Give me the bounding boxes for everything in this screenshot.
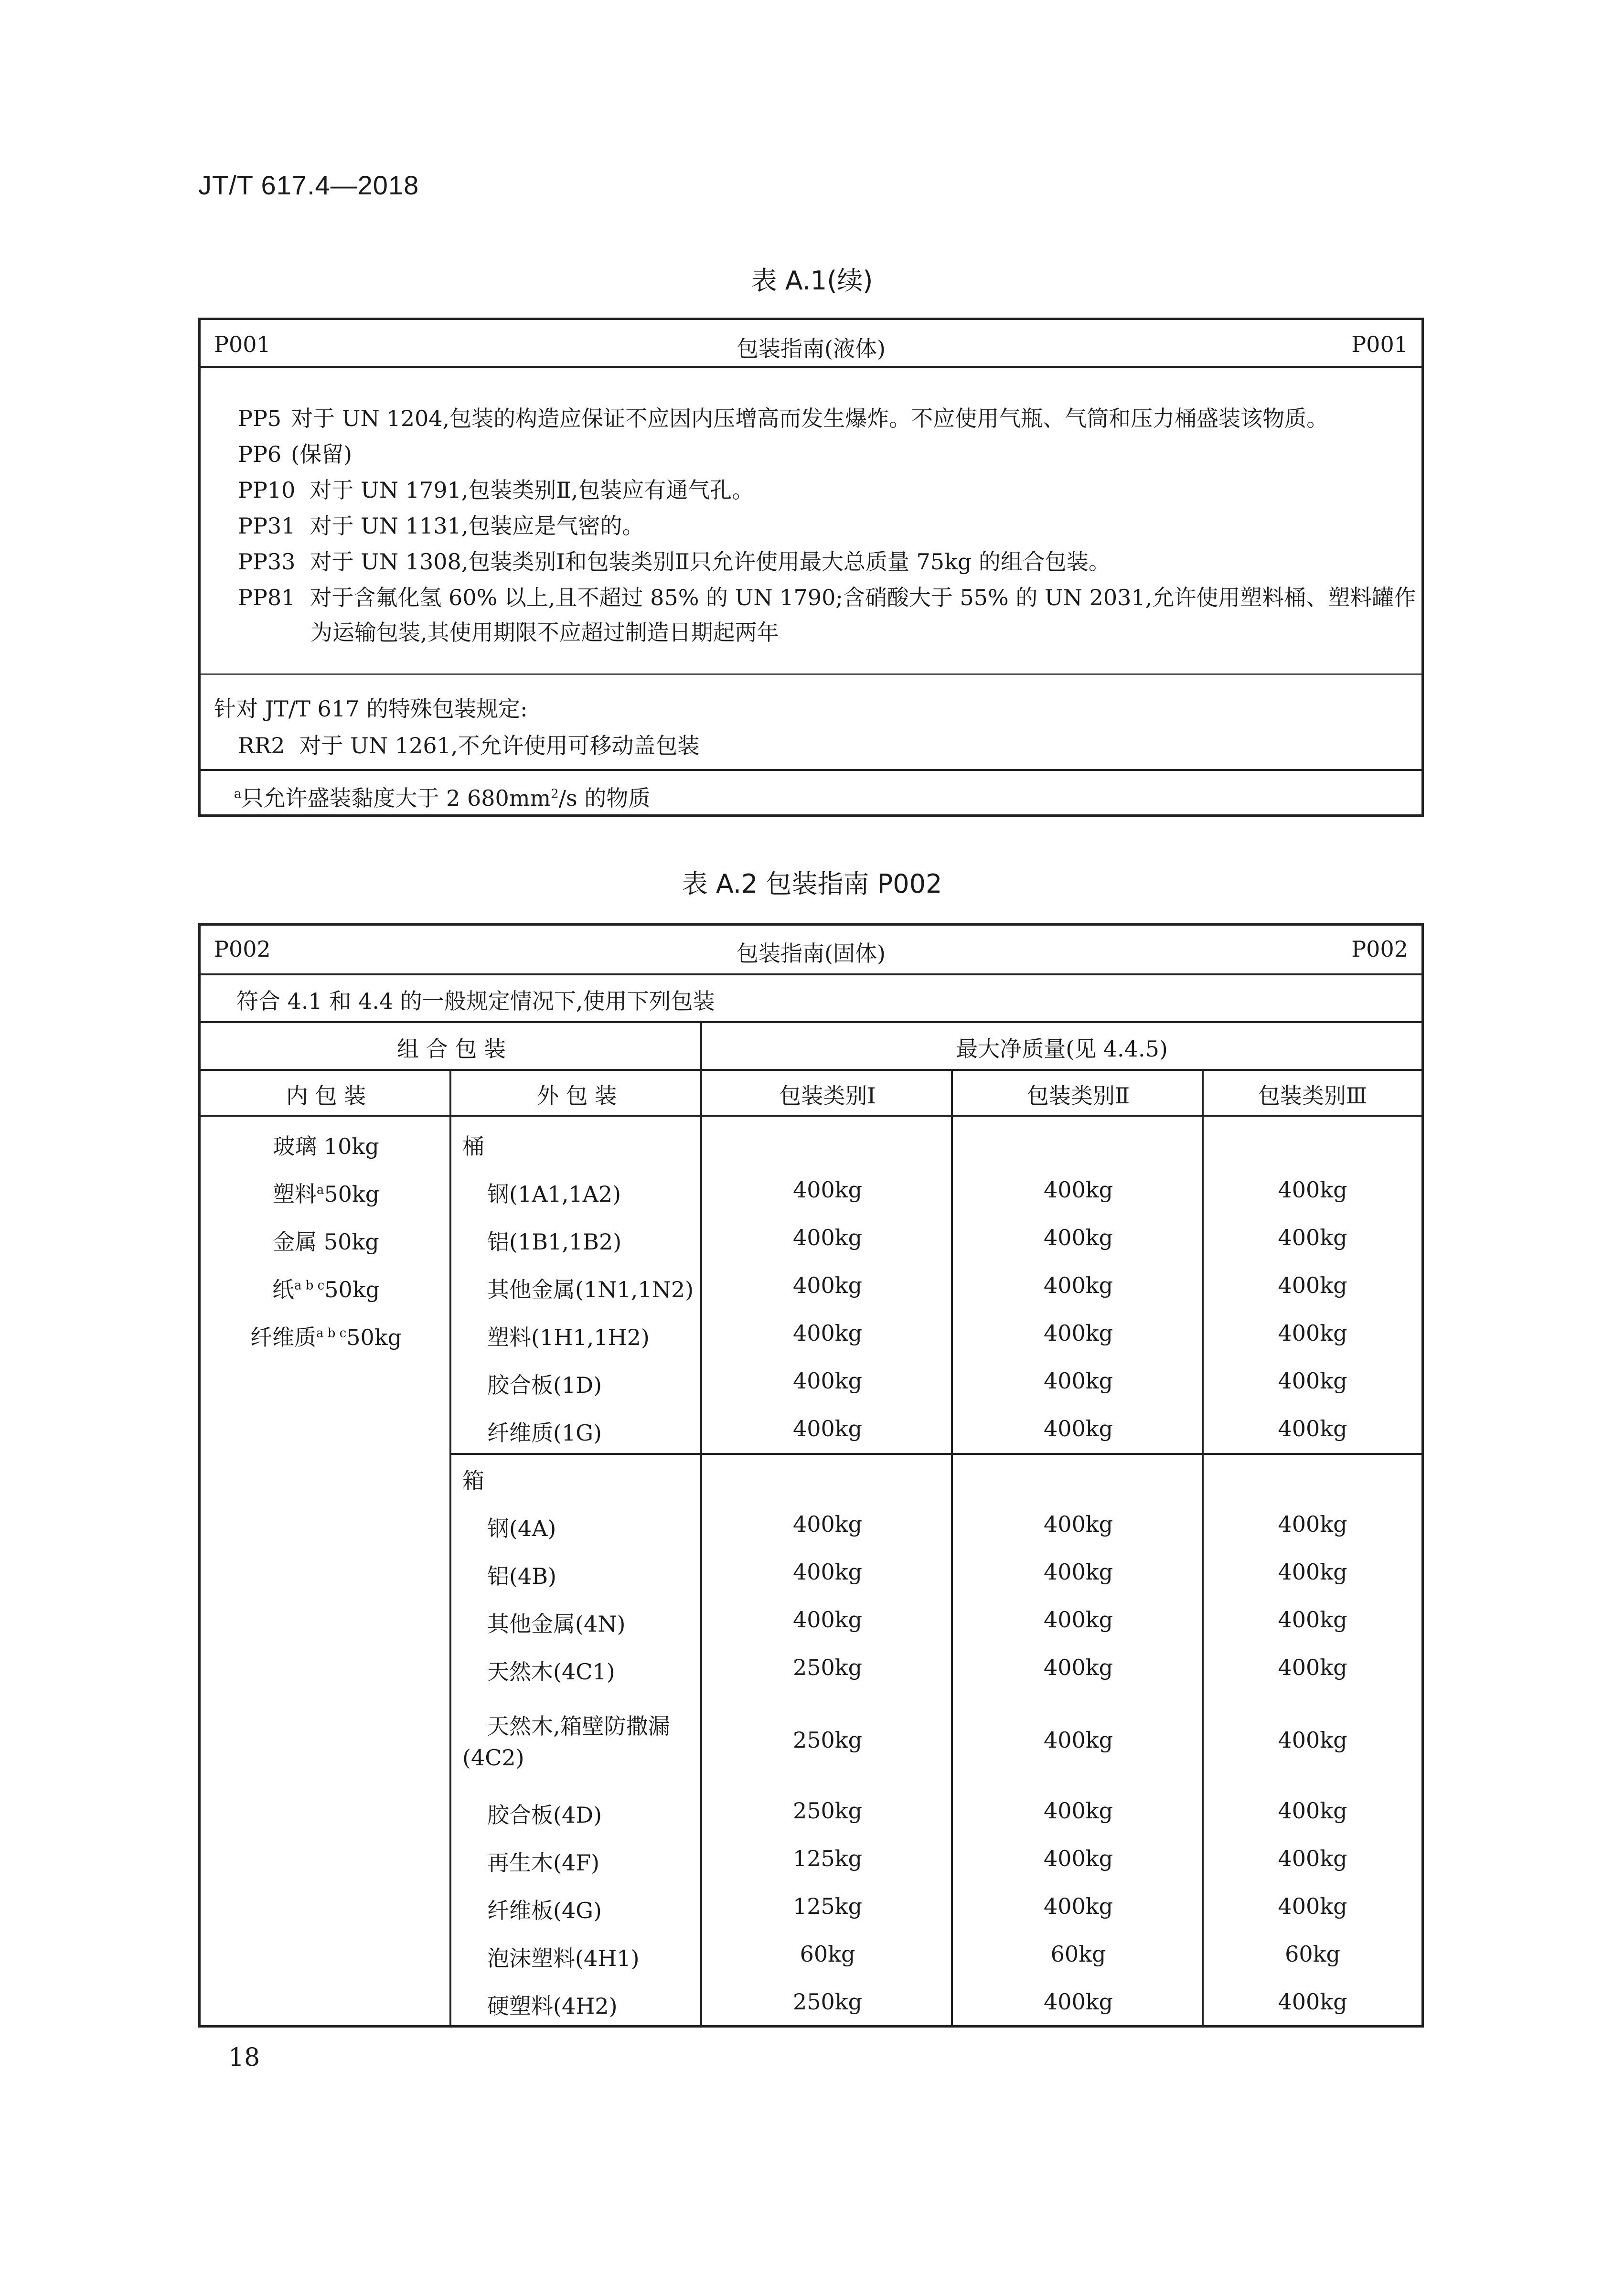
max-net-mass-header: 最大净质量(见 4.4.5) bbox=[956, 1036, 1168, 1062]
inner-item: 玻璃 10kg bbox=[273, 1133, 379, 1159]
intro-text: 符合 4.1 和 4.4 的一般规定情况下,使用下列包装 bbox=[236, 988, 715, 1014]
value-pg3: 400kg bbox=[1278, 1511, 1347, 1537]
row-divider bbox=[201, 1069, 1421, 1071]
col-header-pg2: 包装类别Ⅱ bbox=[1026, 1083, 1130, 1109]
value-pg1: 125kg bbox=[792, 1846, 863, 1871]
provision-pp33 bbox=[238, 544, 1111, 576]
provision-pp6 bbox=[238, 437, 352, 469]
outer-item: 胶合板(1D) bbox=[487, 1372, 602, 1398]
value-pg1: 400kg bbox=[792, 1416, 863, 1441]
footnote-a bbox=[234, 781, 650, 812]
value-pg2: 400kg bbox=[1043, 1177, 1113, 1203]
column-divider bbox=[449, 1069, 451, 2025]
col-header-pg1: 包装类别Ⅰ bbox=[779, 1083, 876, 1109]
col-header-outer: 外 包 装 bbox=[536, 1083, 617, 1109]
provision-text: 对于 UN 1261,不允许使用可移动盖包装 bbox=[299, 733, 700, 758]
provision-code: RR2 bbox=[238, 733, 285, 758]
value-pg1: 60kg bbox=[800, 1941, 855, 1967]
outer-item: 泡沫塑料(4H1) bbox=[487, 1945, 640, 1971]
outer-item: 天然木(4C1) bbox=[487, 1659, 615, 1685]
value-pg2: 400kg bbox=[1043, 1559, 1113, 1585]
value-pg3: 400kg bbox=[1278, 1559, 1347, 1585]
value-pg2: 400kg bbox=[1043, 1511, 1113, 1537]
provision-text: (保留) bbox=[291, 441, 353, 467]
value-pg2: 400kg bbox=[1043, 1655, 1113, 1680]
column-divider bbox=[951, 1069, 953, 2025]
value-pg2: 400kg bbox=[1043, 1368, 1113, 1394]
provision-code: PP10 bbox=[238, 477, 296, 503]
value-pg2: 400kg bbox=[1043, 1607, 1113, 1633]
header-title: 包装指南(固体) bbox=[737, 940, 886, 966]
provision-text: 对于 UN 1308,包装类别Ⅰ和包装类别Ⅱ只允许使用最大总质量 75kg 的组合包装。 bbox=[310, 549, 1111, 575]
value-pg1: 250kg bbox=[792, 1727, 863, 1753]
divider bbox=[201, 673, 1421, 675]
value-pg1: 400kg bbox=[792, 1368, 863, 1394]
inner-item: 塑料$^a$50kg bbox=[272, 1181, 380, 1207]
value-pg2: 400kg bbox=[1043, 1225, 1113, 1250]
value-pg1: 250kg bbox=[792, 1989, 863, 2015]
provision-pp81-continued: 为运输包装,其使用期限不应超过制造日期起两年 bbox=[310, 619, 779, 645]
outer-item: 纤维板(4G) bbox=[487, 1898, 602, 1923]
page-number: 18 bbox=[228, 2043, 260, 2072]
footnote-text-end: /s 的物质 bbox=[558, 785, 651, 811]
value-pg1: 400kg bbox=[792, 1177, 863, 1203]
value-pg1: 250kg bbox=[792, 1798, 863, 1824]
document-code: JT/T 617.4—2018 bbox=[198, 170, 419, 200]
column-divider bbox=[1202, 1069, 1204, 2025]
group-divider bbox=[451, 1453, 1421, 1455]
value-pg1: 400kg bbox=[792, 1559, 863, 1585]
value-pg1: 400kg bbox=[792, 1320, 863, 1346]
inner-item: 金属 50kg bbox=[273, 1229, 379, 1255]
special-provision-rr2 bbox=[238, 728, 700, 760]
value-pg1: 250kg bbox=[792, 1655, 863, 1680]
value-pg3: 400kg bbox=[1278, 1893, 1347, 1919]
row-divider bbox=[201, 1115, 1421, 1117]
value-pg3: 400kg bbox=[1278, 1272, 1347, 1298]
table-a2 bbox=[198, 923, 1424, 2028]
value-pg3: 400kg bbox=[1278, 1727, 1347, 1753]
outer-item-continued: (4C2) bbox=[462, 1745, 524, 1771]
outer-item: 钢(1A1,1A2) bbox=[487, 1181, 621, 1207]
group-label-boxes: 箱 bbox=[462, 1468, 484, 1494]
header-left-code: P001 bbox=[214, 331, 271, 357]
header-title: 包装指南(液体) bbox=[737, 336, 886, 362]
header-right-code: P001 bbox=[1351, 331, 1408, 357]
provision-pp81 bbox=[238, 580, 1416, 612]
outer-item: 铝(1B1,1B2) bbox=[487, 1229, 622, 1255]
footnote-text: 只允许盛装黏度大于 2 680mm bbox=[241, 785, 551, 811]
value-pg2: 400kg bbox=[1043, 1272, 1113, 1298]
outer-item: 再生木(4F) bbox=[487, 1850, 600, 1876]
value-pg2: 400kg bbox=[1043, 1320, 1113, 1346]
value-pg2: 400kg bbox=[1043, 1416, 1113, 1441]
value-pg1: 400kg bbox=[792, 1225, 863, 1250]
value-pg2: 400kg bbox=[1043, 1727, 1113, 1753]
inner-item: 纤维质$^{a b c}$50kg bbox=[250, 1324, 402, 1350]
provision-text: 对于 UN 1204,包装的构造应保证不应因内压增高而发生爆炸。不应使用气瓶、气筒和压力桶盛装该物质。 bbox=[291, 406, 1329, 431]
value-pg2: 400kg bbox=[1043, 1846, 1113, 1871]
table-a1-title: 表 A.1(续) bbox=[751, 266, 873, 296]
row-divider bbox=[201, 973, 1421, 975]
outer-item: 其他金属(1N1,1N2) bbox=[487, 1277, 694, 1302]
value-pg1: 400kg bbox=[792, 1511, 863, 1537]
value-pg2: 400kg bbox=[1043, 1798, 1113, 1824]
superscript: 2 bbox=[551, 787, 559, 801]
value-pg3: 400kg bbox=[1278, 1225, 1347, 1250]
value-pg2: 400kg bbox=[1043, 1989, 1113, 2015]
table-a1 bbox=[198, 318, 1424, 817]
value-pg3: 400kg bbox=[1278, 1798, 1347, 1824]
header-left-code: P002 bbox=[214, 936, 271, 962]
provision-pp31 bbox=[238, 509, 644, 540]
value-pg3: 400kg bbox=[1278, 1989, 1347, 2015]
group-label-drums: 桶 bbox=[462, 1133, 484, 1159]
value-pg1: 400kg bbox=[792, 1272, 863, 1298]
value-pg3: 400kg bbox=[1278, 1655, 1347, 1680]
col-header-inner: 内 包 装 bbox=[286, 1083, 366, 1109]
outer-item: 纤维质(1G) bbox=[487, 1420, 602, 1446]
outer-item: 钢(4A) bbox=[487, 1516, 556, 1541]
value-pg3: 400kg bbox=[1278, 1416, 1347, 1441]
special-provisions-title: 针对 JT/T 617 的特殊包装规定: bbox=[214, 696, 528, 722]
value-pg3: 400kg bbox=[1278, 1368, 1347, 1394]
provision-pp10 bbox=[238, 473, 754, 504]
value-pg3: 400kg bbox=[1278, 1177, 1347, 1203]
provision-code: PP81 bbox=[238, 585, 296, 610]
provision-text: 对于含氟化氢 60% 以上,且不超过 85% 的 UN 1790;含硝酸大于 55% 的 UN 2031,允许使用塑料桶、塑料罐作 bbox=[310, 585, 1416, 610]
divider bbox=[201, 769, 1421, 771]
outer-item: 胶合板(4D) bbox=[487, 1802, 602, 1828]
value-pg1: 125kg bbox=[792, 1893, 863, 1919]
outer-item: 塑料(1H1,1H2) bbox=[487, 1324, 650, 1350]
value-pg1: 400kg bbox=[792, 1607, 863, 1633]
value-pg3: 400kg bbox=[1278, 1607, 1347, 1633]
value-pg2: 400kg bbox=[1043, 1893, 1113, 1919]
table-a1-header bbox=[201, 320, 1421, 368]
inner-item: 纸$^{a b c}$50kg bbox=[272, 1277, 380, 1302]
provision-pp5 bbox=[238, 401, 1328, 433]
value-pg3: 60kg bbox=[1285, 1941, 1340, 1967]
provision-code: PP6 bbox=[238, 441, 282, 467]
col-header-pg3: 包装类别Ⅲ bbox=[1258, 1083, 1368, 1109]
footnote-marker: a bbox=[234, 787, 242, 801]
table-a2-title: 表 A.2 包装指南 P002 bbox=[682, 869, 942, 899]
provision-code: PP5 bbox=[238, 406, 282, 431]
value-pg2: 60kg bbox=[1050, 1941, 1106, 1967]
provision-text: 对于 UN 1791,包装类别Ⅱ,包装应有通气孔。 bbox=[310, 477, 754, 503]
value-pg3: 400kg bbox=[1278, 1320, 1347, 1346]
combination-packaging-header: 组 合 包 装 bbox=[397, 1036, 506, 1062]
outer-item: 硬塑料(4H2) bbox=[487, 1993, 618, 2019]
outer-item: 天然木,箱壁防撒漏 bbox=[487, 1713, 670, 1739]
header-right-code: P002 bbox=[1351, 936, 1408, 962]
provision-text: 对于 UN 1131,包装应是气密的。 bbox=[310, 513, 644, 539]
outer-item: 铝(4B) bbox=[487, 1563, 556, 1589]
provision-code: PP31 bbox=[238, 513, 296, 539]
value-pg3: 400kg bbox=[1278, 1846, 1347, 1871]
outer-item: 其他金属(4N) bbox=[487, 1611, 626, 1637]
row-divider bbox=[201, 1021, 1421, 1023]
provision-code: PP33 bbox=[238, 549, 296, 575]
